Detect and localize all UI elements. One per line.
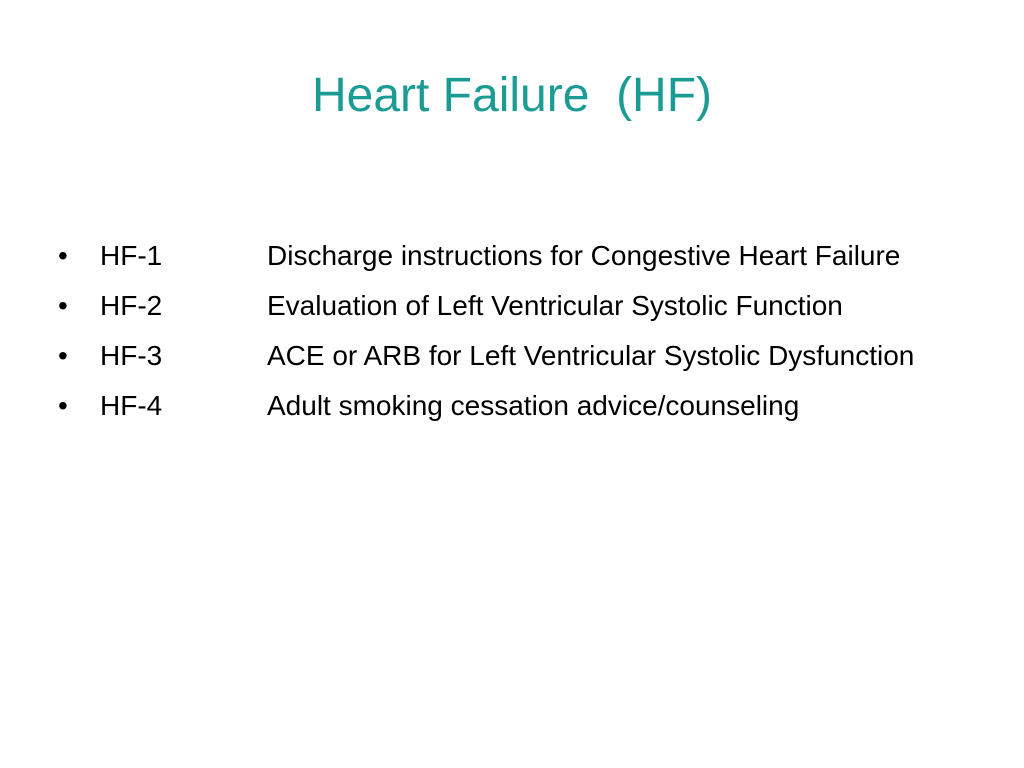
list-item: [58, 286, 958, 326]
measure-code: HF-2: [100, 290, 163, 321]
measure-description: Evaluation of Left Ventricular Systolic Function: [267, 290, 843, 321]
measure-code: HF-1: [100, 240, 163, 271]
slide-title: Heart Failure (HF): [311, 69, 713, 122]
list-item: [58, 336, 958, 376]
bullet-icon: •: [58, 390, 68, 421]
list-item: [58, 236, 958, 276]
bullet-icon: •: [58, 240, 68, 271]
list-item: [58, 386, 958, 426]
bullet-icon: •: [58, 340, 68, 371]
bullet-list: [58, 236, 958, 436]
measure-description: ACE or ARB for Left Ventricular Systolic Dysfunction: [267, 340, 915, 371]
bullet-icon: •: [58, 290, 68, 321]
measure-description: Discharge instructions for Congestive Heart Failure: [267, 240, 901, 271]
measure-description: Adult smoking cessation advice/counseling: [267, 390, 800, 421]
measure-code: HF-3: [100, 340, 163, 371]
measure-code: HF-4: [100, 390, 163, 421]
